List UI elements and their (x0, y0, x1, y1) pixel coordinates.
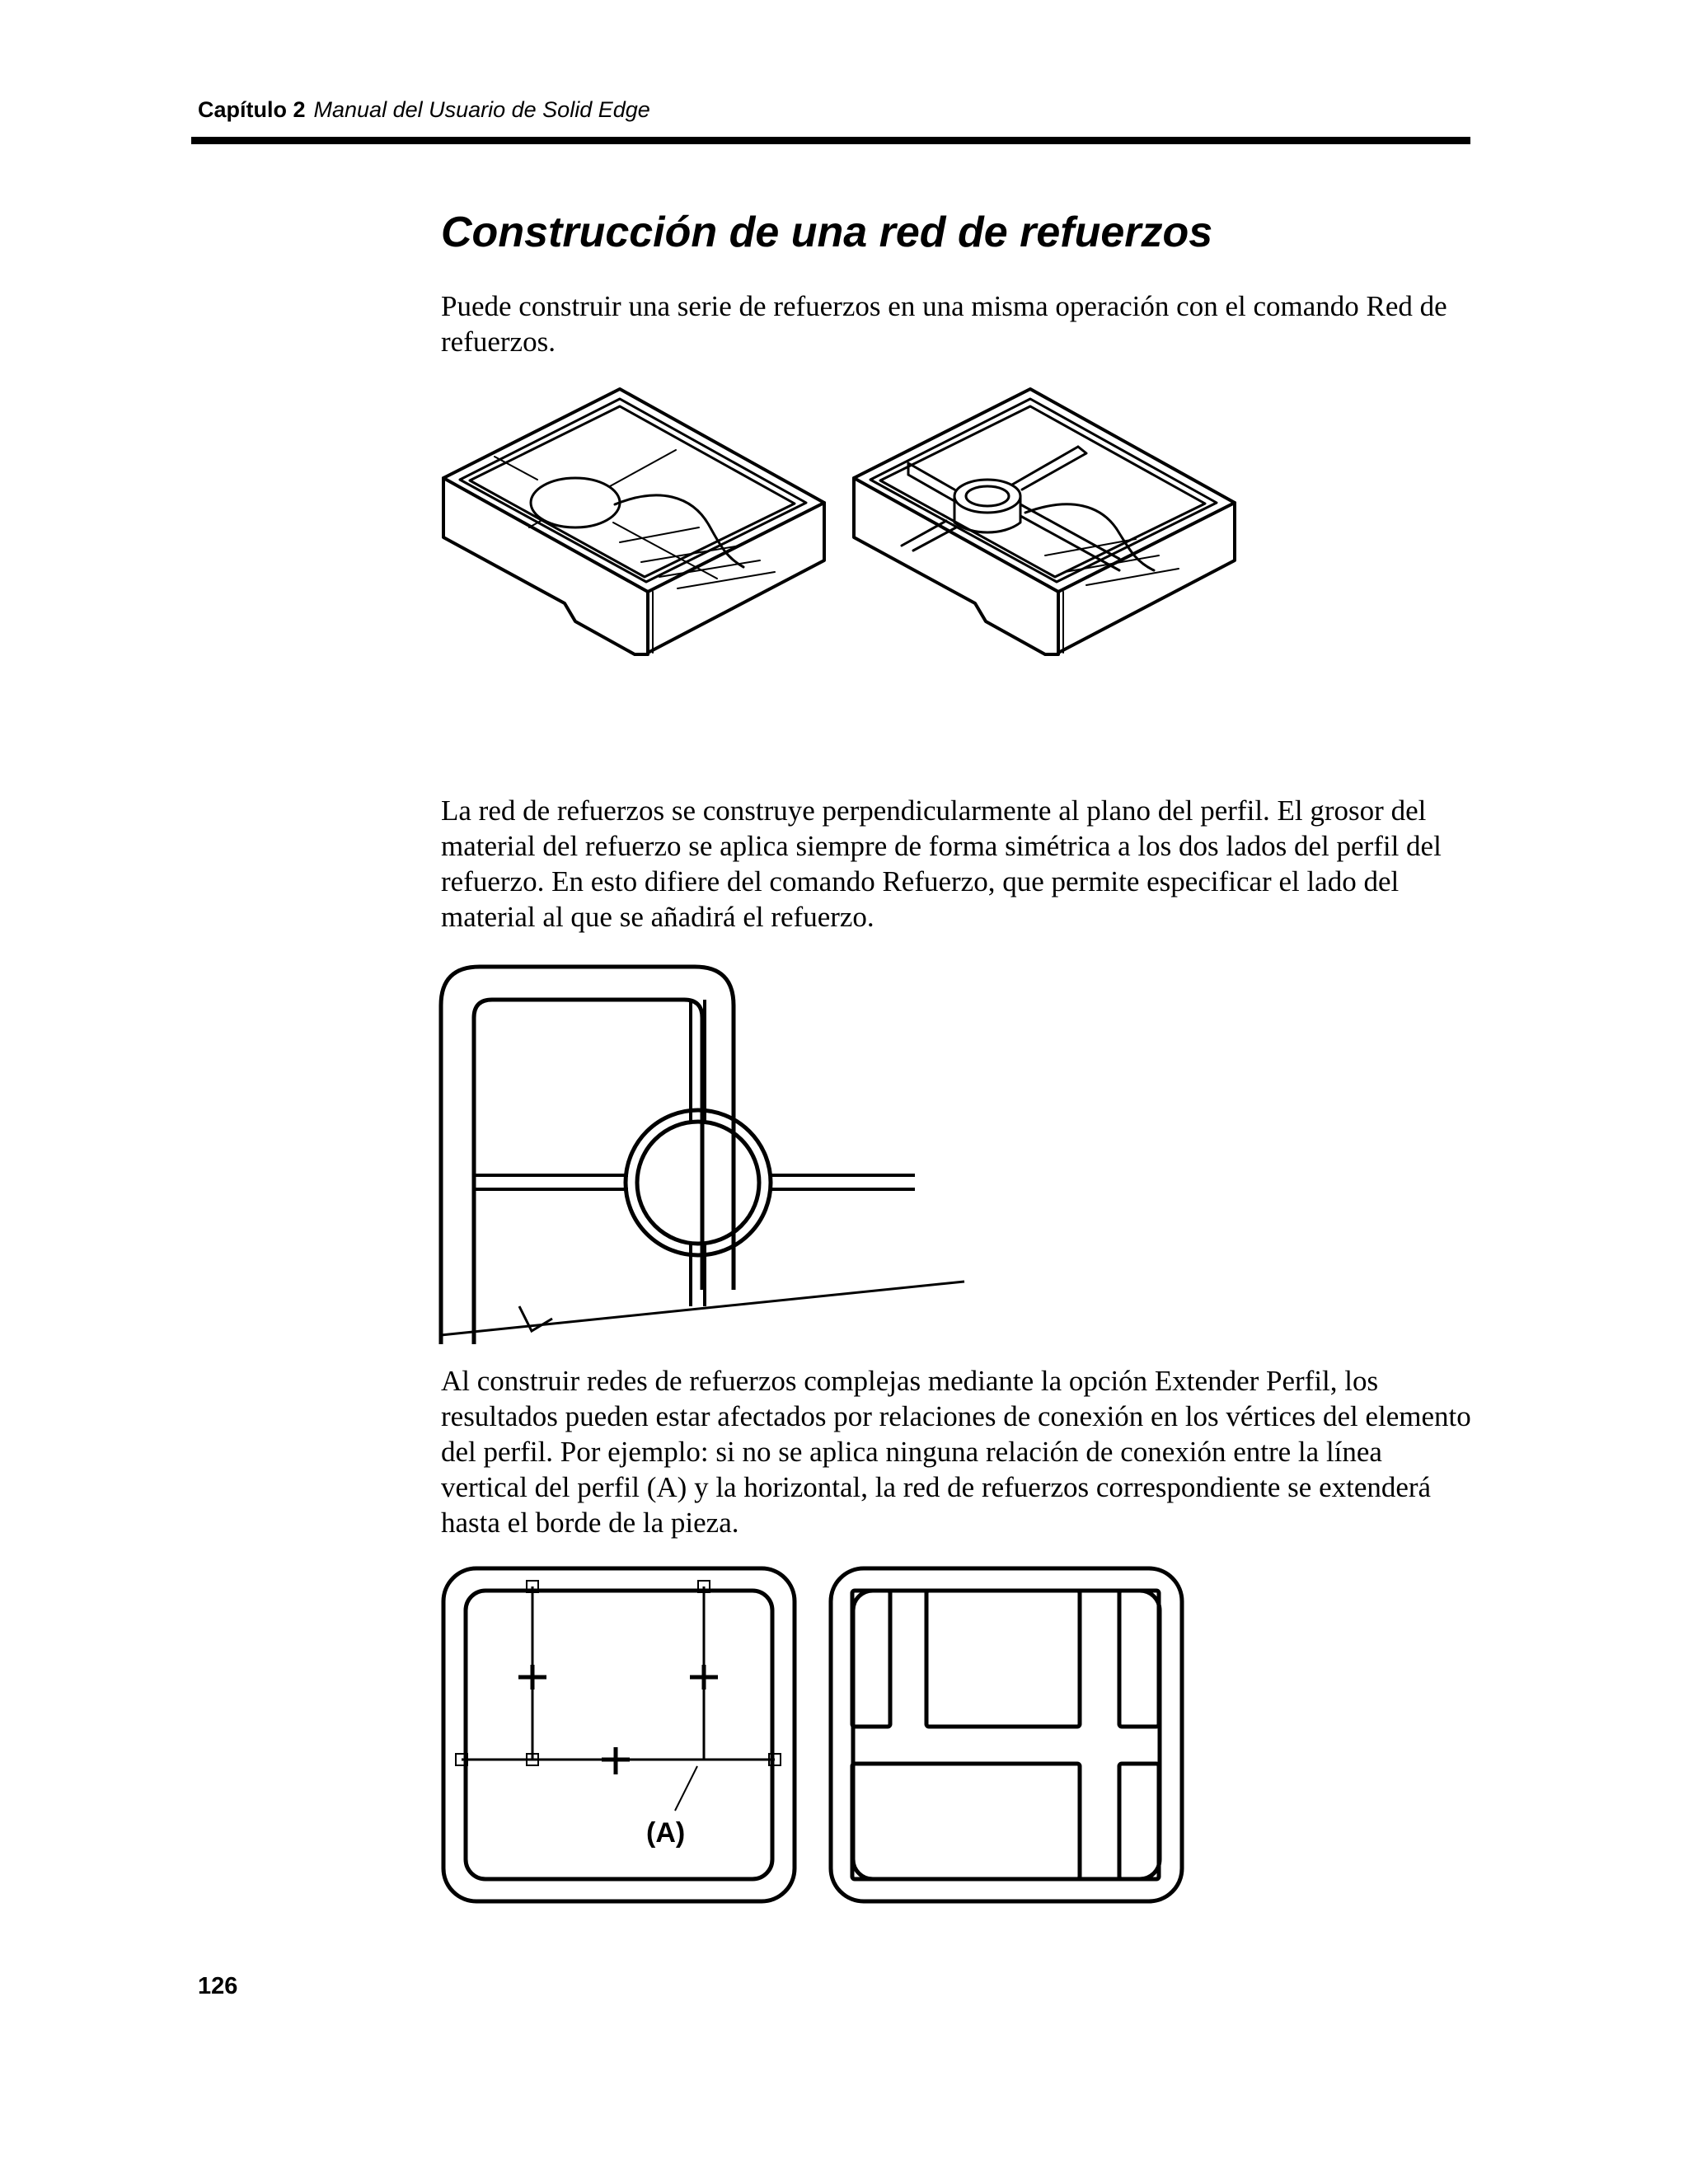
header-rule (191, 137, 1470, 144)
book-title: Manual del Usuario de Solid Edge (313, 97, 650, 122)
profile-sketch (443, 1568, 795, 1901)
profile-label-a: (A) (646, 1817, 686, 1849)
rib-network-top-view (437, 960, 973, 1356)
extend-profile-figure (437, 1562, 1203, 1908)
intro-paragraph: Puede construir una serie de refuerzos en una misma operación con el comando Red de refuerzos. (441, 290, 1447, 358)
section-title: Construcción de una red de refuerzos (441, 209, 1213, 256)
chapter-label: Capítulo 2 (198, 97, 306, 122)
running-header (198, 97, 650, 123)
isometric-parts-figure (437, 381, 1261, 719)
rib-network-result (831, 1568, 1182, 1901)
extend-profile-paragraph: Al construir redes de refuerzos complejas mediante la opción Extender Perfil, los resultados pueden estar afectados por relaciones de conexión en los vértices del elemento del perfil. Por ejemplo: si no se aplica ninguna relación de conexión entre la línea vertical del perfil (A) y la horizontal, la red de refuerzos correspondiente se extenderá hasta el borde de la pieza. (441, 1365, 1471, 1539)
part-with-rib-network (854, 389, 1235, 654)
page-number: 126 (198, 1973, 238, 1999)
part-without-ribs (443, 389, 824, 654)
thickness-paragraph: La red de refuerzos se construye perpendicularmente al plano del perfil. El grosor del material del refuerzo se aplica siempre de forma simétrica a los dos lados del perfil del refuerzo. En esto difiere del comando Refuerzo, que permite especificar el lado del material al que se añadirá el refuerzo. (441, 794, 1442, 933)
